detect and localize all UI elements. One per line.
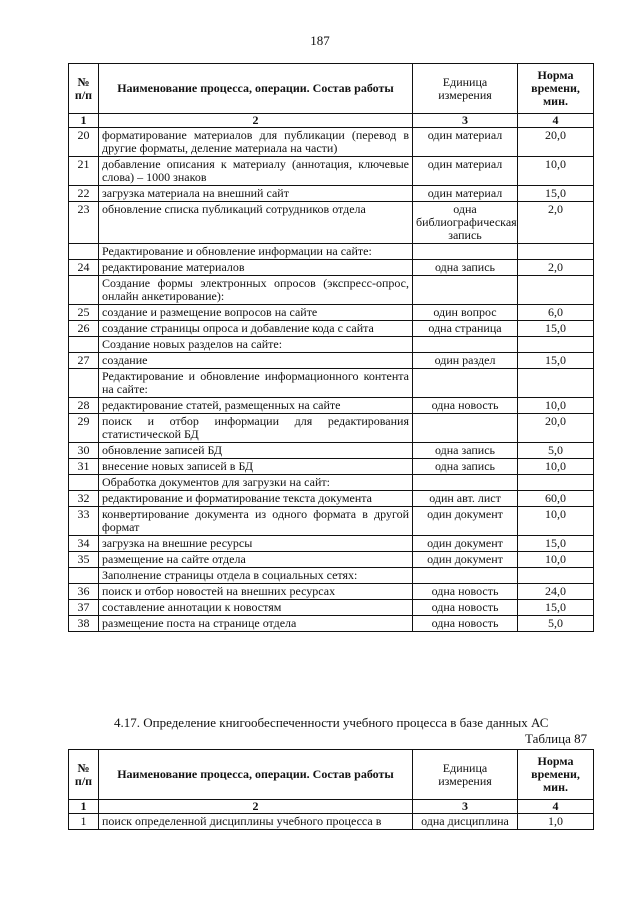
table-row — [69, 414, 594, 443]
column-numbers-row — [69, 800, 594, 814]
norm-cell: 10,0 — [518, 398, 594, 414]
row-number-cell: 34 — [69, 536, 99, 552]
unit-cell: одна запись — [413, 260, 518, 276]
column-number: 2 — [99, 114, 413, 128]
empty-cell — [518, 276, 594, 305]
table-row — [69, 128, 594, 157]
table-body — [69, 814, 594, 830]
unit-cell: один материал — [413, 186, 518, 202]
unit-cell — [413, 414, 518, 443]
unit-cell: один материал — [413, 128, 518, 157]
table-row — [69, 443, 594, 459]
table-subheading-row — [69, 568, 594, 584]
table-row — [69, 814, 594, 830]
empty-cell — [518, 369, 594, 398]
empty-cell — [69, 475, 99, 491]
empty-cell — [518, 475, 594, 491]
header-unit: Единица измерения — [413, 64, 518, 114]
unit-cell: одна новость — [413, 584, 518, 600]
column-numbers-row — [69, 114, 594, 128]
empty-cell — [69, 369, 99, 398]
table-row — [69, 552, 594, 568]
unit-cell: один документ — [413, 507, 518, 536]
norms-table-87 — [68, 749, 594, 830]
norm-cell: 10,0 — [518, 507, 594, 536]
norm-cell: 2,0 — [518, 202, 594, 244]
table-subheading-row — [69, 337, 594, 353]
row-number-cell: 21 — [69, 157, 99, 186]
work-name-cell: редактирование и форматирование текста документа — [99, 491, 413, 507]
unit-cell: одна страница — [413, 321, 518, 337]
table-row — [69, 536, 594, 552]
table-row — [69, 202, 594, 244]
subheading-cell: Редактирование и обновление информации на сайте: — [99, 244, 413, 260]
work-name-cell: создание и размещение вопросов на сайте — [99, 305, 413, 321]
table-subheading-row — [69, 276, 594, 305]
empty-cell — [518, 337, 594, 353]
norm-cell: 15,0 — [518, 600, 594, 616]
table-subheading-row — [69, 369, 594, 398]
work-name-cell: поиск определенной дисциплины учебного процесса в — [99, 814, 413, 830]
norm-cell: 20,0 — [518, 128, 594, 157]
work-name-cell: обновление списка публикаций сотрудников отдела — [99, 202, 413, 244]
table-row — [69, 491, 594, 507]
table-row — [69, 600, 594, 616]
table-row — [69, 305, 594, 321]
page-number: 187 — [310, 33, 330, 48]
norm-cell: 2,0 — [518, 260, 594, 276]
empty-cell — [413, 475, 518, 491]
subheading-cell: Редактирование и обновление информационного контента на сайте: — [99, 369, 413, 398]
table-row — [69, 584, 594, 600]
empty-cell — [69, 244, 99, 260]
table-label: Таблица 87 — [525, 731, 588, 746]
row-number-cell: 37 — [69, 600, 99, 616]
column-number: 1 — [69, 800, 99, 814]
row-number-cell: 22 — [69, 186, 99, 202]
table-row — [69, 353, 594, 369]
column-number: 3 — [413, 800, 518, 814]
header-num: № п/п — [69, 750, 99, 800]
empty-cell — [69, 568, 99, 584]
work-name-cell: загрузка материала на внешний сайт — [99, 186, 413, 202]
unit-cell: одна новость — [413, 600, 518, 616]
row-number-cell: 33 — [69, 507, 99, 536]
norm-cell: 15,0 — [518, 353, 594, 369]
unit-cell: один вопрос — [413, 305, 518, 321]
unit-cell: один документ — [413, 536, 518, 552]
table-row — [69, 459, 594, 475]
work-name-cell: редактирование статей, размещенных на сайте — [99, 398, 413, 414]
unit-cell: одна запись — [413, 443, 518, 459]
row-number-cell: 25 — [69, 305, 99, 321]
unit-cell: одна библиографическая запись — [413, 202, 518, 244]
work-name-cell: редактирование материалов — [99, 260, 413, 276]
table-header-row — [69, 64, 594, 114]
work-name-cell: поиск и отбор информации для редактирования статистической БД — [99, 414, 413, 443]
empty-cell — [413, 337, 518, 353]
row-number-cell: 26 — [69, 321, 99, 337]
norm-cell: 60,0 — [518, 491, 594, 507]
row-number-cell: 36 — [69, 584, 99, 600]
column-number: 4 — [518, 114, 594, 128]
work-name-cell: внесение новых записей в БД — [99, 459, 413, 475]
header-name: Наименование процесса, операции. Состав работы — [99, 64, 413, 114]
subheading-cell: Создание новых разделов на сайте: — [99, 337, 413, 353]
unit-cell: один раздел — [413, 353, 518, 369]
row-number-cell: 31 — [69, 459, 99, 475]
table-header-row — [69, 750, 594, 800]
norm-cell: 10,0 — [518, 157, 594, 186]
row-number-cell: 24 — [69, 260, 99, 276]
header-norm: Норма времени, мин. — [518, 64, 594, 114]
header-name: Наименование процесса, операции. Состав работы — [99, 750, 413, 800]
row-number-cell: 32 — [69, 491, 99, 507]
table-row — [69, 186, 594, 202]
unit-cell: одна новость — [413, 398, 518, 414]
header-norm: Норма времени, мин. — [518, 750, 594, 800]
norm-cell: 5,0 — [518, 443, 594, 459]
norm-cell: 20,0 — [518, 414, 594, 443]
work-name-cell: поиск и отбор новостей на внешних ресурсах — [99, 584, 413, 600]
column-number: 4 — [518, 800, 594, 814]
header-unit: Единица измерения — [413, 750, 518, 800]
norm-cell: 6,0 — [518, 305, 594, 321]
norm-cell: 10,0 — [518, 459, 594, 475]
norm-cell: 15,0 — [518, 186, 594, 202]
unit-cell: одна новость — [413, 616, 518, 632]
empty-cell — [518, 568, 594, 584]
column-number: 3 — [413, 114, 518, 128]
row-number-cell: 30 — [69, 443, 99, 459]
row-number-cell: 29 — [69, 414, 99, 443]
unit-cell: один материал — [413, 157, 518, 186]
table-row — [69, 321, 594, 337]
unit-cell: одна дисциплина — [413, 814, 518, 830]
work-name-cell: создание страницы опроса и добавление кода с сайта — [99, 321, 413, 337]
norm-cell: 5,0 — [518, 616, 594, 632]
table-row — [69, 260, 594, 276]
work-name-cell: форматирование материалов для публикации (перевод в другие форматы, деление материала на части) — [99, 128, 413, 157]
work-name-cell: размещение на сайте отдела — [99, 552, 413, 568]
norm-cell: 24,0 — [518, 584, 594, 600]
subheading-cell: Обработка документов для загрузки на сайт: — [99, 475, 413, 491]
norm-cell: 15,0 — [518, 321, 594, 337]
norm-cell: 10,0 — [518, 552, 594, 568]
column-number: 1 — [69, 114, 99, 128]
section-heading: 4.17. Определение книгообеспеченности учебного процесса в базе данных АС — [114, 715, 549, 730]
work-name-cell: загрузка на внешние ресурсы — [99, 536, 413, 552]
empty-cell — [69, 337, 99, 353]
subheading-cell: Создание формы электронных опросов (экспресс-опрос, онлайн анкетирование): — [99, 276, 413, 305]
empty-cell — [413, 276, 518, 305]
norm-cell: 15,0 — [518, 536, 594, 552]
unit-cell: один документ — [413, 552, 518, 568]
work-name-cell: конвертирование документа из одного формата в другой формат — [99, 507, 413, 536]
row-number-cell: 27 — [69, 353, 99, 369]
table-row — [69, 507, 594, 536]
header-num: № п/п — [69, 64, 99, 114]
subheading-cell: Заполнение страницы отдела в социальных сетях: — [99, 568, 413, 584]
work-name-cell: обновление записей БД — [99, 443, 413, 459]
row-number-cell: 1 — [69, 814, 99, 830]
table-subheading-row — [69, 475, 594, 491]
unit-cell: одна запись — [413, 459, 518, 475]
empty-cell — [413, 369, 518, 398]
table-subheading-row — [69, 244, 594, 260]
table-row — [69, 398, 594, 414]
work-name-cell: добавление описания к материалу (аннотация, ключевые слова) – 1000 знаков — [99, 157, 413, 186]
norms-table — [68, 63, 594, 632]
empty-cell — [413, 244, 518, 260]
work-name-cell: создание — [99, 353, 413, 369]
empty-cell — [518, 244, 594, 260]
row-number-cell: 28 — [69, 398, 99, 414]
work-name-cell: размещение поста на странице отдела — [99, 616, 413, 632]
table-row — [69, 616, 594, 632]
unit-cell: один авт. лист — [413, 491, 518, 507]
table-body — [69, 128, 594, 632]
row-number-cell: 38 — [69, 616, 99, 632]
column-number: 2 — [99, 800, 413, 814]
row-number-cell: 35 — [69, 552, 99, 568]
norm-cell: 1,0 — [518, 814, 594, 830]
table-row — [69, 157, 594, 186]
row-number-cell: 20 — [69, 128, 99, 157]
empty-cell — [69, 276, 99, 305]
work-name-cell: составление аннотации к новостям — [99, 600, 413, 616]
row-number-cell: 23 — [69, 202, 99, 244]
empty-cell — [413, 568, 518, 584]
